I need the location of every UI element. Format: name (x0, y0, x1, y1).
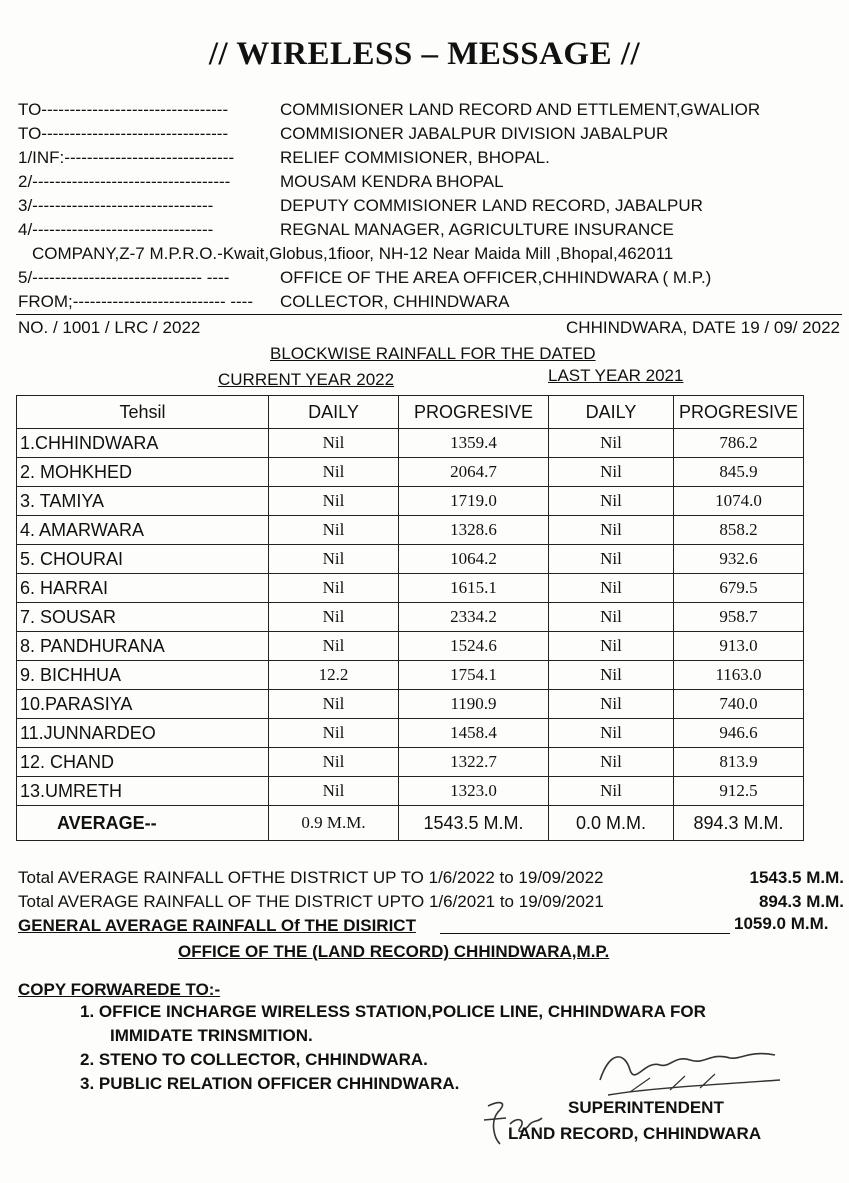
average-last-daily: 0.0 M.M. (549, 806, 674, 841)
address-label: 2/----------------------------------- (18, 172, 231, 191)
current-progressive: 1323.0 (399, 777, 549, 806)
tehsil-name: 8. PANDHURANA (17, 632, 269, 661)
last-progressive: 913.0 (674, 632, 804, 661)
current-progressive: 2334.2 (399, 603, 549, 632)
address-value: DEPUTY COMMISIONER LAND RECORD, JABALPUR (280, 196, 703, 215)
current-progressive: 1328.6 (399, 516, 549, 545)
current-progressive: 1754.1 (399, 661, 549, 690)
current-daily: Nil (269, 719, 399, 748)
average-row (17, 806, 804, 841)
address-line-5 (18, 196, 843, 216)
column-header: Tehsil (17, 396, 269, 429)
last-daily: Nil (549, 429, 674, 458)
current-daily: Nil (269, 458, 399, 487)
table-row (17, 661, 804, 690)
last-progressive: 786.2 (674, 429, 804, 458)
table-row (17, 545, 804, 574)
current-daily: Nil (269, 545, 399, 574)
last-daily: Nil (549, 777, 674, 806)
tehsil-name: 2. MOHKHED (17, 458, 269, 487)
column-header: DAILY (269, 396, 399, 429)
current-progressive: 1064.2 (399, 545, 549, 574)
current-daily: Nil (269, 487, 399, 516)
table-row (17, 516, 804, 545)
office-line: OFFICE OF THE (LAND RECORD) CHHINDWARA,M.P. (178, 942, 610, 961)
current-daily: Nil (269, 690, 399, 719)
address-value: REGNAL MANAGER, AGRICULTURE INSURANCE (280, 220, 674, 239)
current-year-label: CURRENT YEAR 2022 (218, 370, 395, 389)
table-row (17, 777, 804, 806)
last-daily: Nil (549, 748, 674, 777)
general-average-label: GENERAL AVERAGE RAINFALL Of THE DISIRICT (18, 916, 416, 935)
current-daily: Nil (269, 632, 399, 661)
signature-office: LAND RECORD, CHHINDWARA (508, 1124, 762, 1143)
total-last-year (18, 892, 844, 912)
copy-item: 3. PUBLIC RELATION OFFICER CHHINDWARA. (80, 1074, 460, 1093)
table-row (17, 690, 804, 719)
last-progressive: 740.0 (674, 690, 804, 719)
table-row (17, 719, 804, 748)
average-current-progressive: 1543.5 M.M. (399, 806, 549, 841)
current-progressive: 1359.4 (399, 429, 549, 458)
last-year-label: LAST YEAR 2021 (548, 366, 684, 385)
last-progressive: 845.9 (674, 458, 804, 487)
last-progressive: 679.5 (674, 574, 804, 603)
current-daily: Nil (269, 777, 399, 806)
address-label: 4/-------------------------------- (18, 220, 214, 239)
copy-item: IMMIDATE TRINSMITION. (110, 1026, 313, 1045)
column-header: DAILY (549, 396, 674, 429)
column-header: PROGRESIVE (674, 396, 804, 429)
table-row (17, 603, 804, 632)
last-daily: Nil (549, 690, 674, 719)
total-current-year (18, 868, 844, 888)
tehsil-name: 11.JUNNARDEO (17, 719, 269, 748)
table-row (17, 429, 804, 458)
divider (16, 314, 842, 315)
current-daily: 12.2 (269, 661, 399, 690)
copy-item: 1. OFFICE INCHARGE WIRELESS STATION,POLICE LINE, CHHINDWARA FOR (80, 1002, 706, 1021)
current-daily: Nil (269, 574, 399, 603)
last-daily: Nil (549, 661, 674, 690)
address-line-2 (18, 124, 843, 144)
last-daily: Nil (549, 719, 674, 748)
tehsil-name: 6. HARRAI (17, 574, 269, 603)
current-progressive: 1719.0 (399, 487, 549, 516)
tehsil-name: 5. CHOURAI (17, 545, 269, 574)
last-daily: Nil (549, 574, 674, 603)
copy-heading: COPY FORWAREDE TO:- (18, 980, 221, 999)
current-daily: Nil (269, 429, 399, 458)
last-progressive: 813.9 (674, 748, 804, 777)
last-progressive: 1163.0 (674, 661, 804, 690)
column-header: PROGRESIVE (399, 396, 549, 429)
reference-number: NO. / 1001 / LRC / 2022 (18, 318, 201, 337)
address-line-3 (18, 148, 843, 168)
tehsil-name: 10.PARASIYA (17, 690, 269, 719)
total-value: 894.3 M.M. (758, 892, 844, 911)
current-daily: Nil (269, 748, 399, 777)
last-daily: Nil (549, 516, 674, 545)
current-progressive: 2064.7 (399, 458, 549, 487)
last-daily: Nil (549, 487, 674, 516)
signature-scribble (590, 1040, 790, 1100)
last-progressive: 932.6 (674, 545, 804, 574)
last-daily: Nil (549, 545, 674, 574)
last-daily: Nil (549, 603, 674, 632)
address-label: 1/INF:------------------------------ (18, 148, 235, 167)
average-label: AVERAGE-- (17, 806, 269, 841)
average-last-progressive: 894.3 M.M. (674, 806, 804, 841)
address-value: RELIEF COMMISIONER, BHOPAL. (280, 148, 550, 167)
signature-title: SUPERINTENDENT (568, 1098, 724, 1117)
tehsil-name: 13.UMRETH (17, 777, 269, 806)
table-row (17, 748, 804, 777)
reference-line (18, 318, 840, 338)
table-header-row (17, 396, 804, 429)
tehsil-name: 3. TAMIYA (17, 487, 269, 516)
address-value: MOUSAM KENDRA BHOPAL (280, 172, 504, 191)
current-progressive: 1458.4 (399, 719, 549, 748)
last-daily: Nil (549, 632, 674, 661)
address-label: TO--------------------------------- (18, 124, 229, 143)
current-daily: Nil (269, 516, 399, 545)
current-progressive: 1322.7 (399, 748, 549, 777)
tehsil-name: 1.CHHINDWARA (17, 429, 269, 458)
last-daily: Nil (549, 458, 674, 487)
address-line-4 (18, 172, 843, 192)
tehsil-name: 4. AMARWARA (17, 516, 269, 545)
current-progressive: 1190.9 (399, 690, 549, 719)
table-row (17, 574, 804, 603)
total-label: Total AVERAGE RAINFALL OF THE DISTRICT UPTO 1/6/2021 to 19/09/2021 (18, 892, 604, 911)
current-daily: Nil (269, 603, 399, 632)
table-row (17, 632, 804, 661)
tehsil-name: 9. BICHHUA (17, 661, 269, 690)
copy-item: 2. STENO TO COLLECTOR, CHHINDWARA. (80, 1050, 428, 1069)
total-label: Total AVERAGE RAINFALL OFTHE DISTRICT UP TO 1/6/2022 to 19/09/2022 (18, 868, 604, 887)
address-line-1 (18, 100, 843, 120)
address-label: 3/-------------------------------- (18, 196, 214, 215)
last-progressive: 946.6 (674, 719, 804, 748)
rainfall-table (16, 395, 804, 841)
last-progressive: 1074.0 (674, 487, 804, 516)
address-value: OFFICE OF THE AREA OFFICER,CHHINDWARA ( M.P.) (280, 268, 712, 287)
address-label: TO--------------------------------- (18, 100, 229, 119)
current-progressive: 1524.6 (399, 632, 549, 661)
table-row (17, 487, 804, 516)
last-progressive: 958.7 (674, 603, 804, 632)
current-progressive: 1615.1 (399, 574, 549, 603)
address-value: COLLECTOR, CHHINDWARA (280, 292, 510, 311)
address-line-6 (18, 220, 843, 240)
address-line-7 (18, 268, 843, 288)
tehsil-name: 12. CHAND (17, 748, 269, 777)
address-label: 5/------------------------------ ---- (18, 268, 230, 287)
from-line (18, 292, 843, 312)
average-current-daily: 0.9 M.M. (269, 806, 399, 841)
company-line: COMPANY,Z-7 M.P.R.O.-Kwait,Globus,1fioor, NH-12 Near Maida Mill ,Bhopal,462011 (32, 244, 674, 263)
total-value: 1543.5 M.M. (749, 868, 844, 887)
last-progressive: 912.5 (674, 777, 804, 806)
table-heading: BLOCKWISE RAINFALL FOR THE DATED (270, 344, 596, 363)
table-row (17, 458, 804, 487)
general-average-rule (440, 933, 730, 934)
general-average-value: 1059.0 M.M. (734, 914, 829, 933)
address-value: COMMISIONER JABALPUR DIVISION JABALPUR (280, 124, 669, 143)
place-date: CHHINDWARA, DATE 19 / 09/ 2022 (566, 318, 840, 337)
tehsil-name: 7. SOUSAR (17, 603, 269, 632)
last-progressive: 858.2 (674, 516, 804, 545)
address-label: FROM;--------------------------- ---- (18, 292, 253, 311)
page-title: // WIRELESS – MESSAGE // (208, 36, 641, 72)
address-value: COMMISIONER LAND RECORD AND ETTLEMENT,GWALIOR (280, 100, 761, 119)
